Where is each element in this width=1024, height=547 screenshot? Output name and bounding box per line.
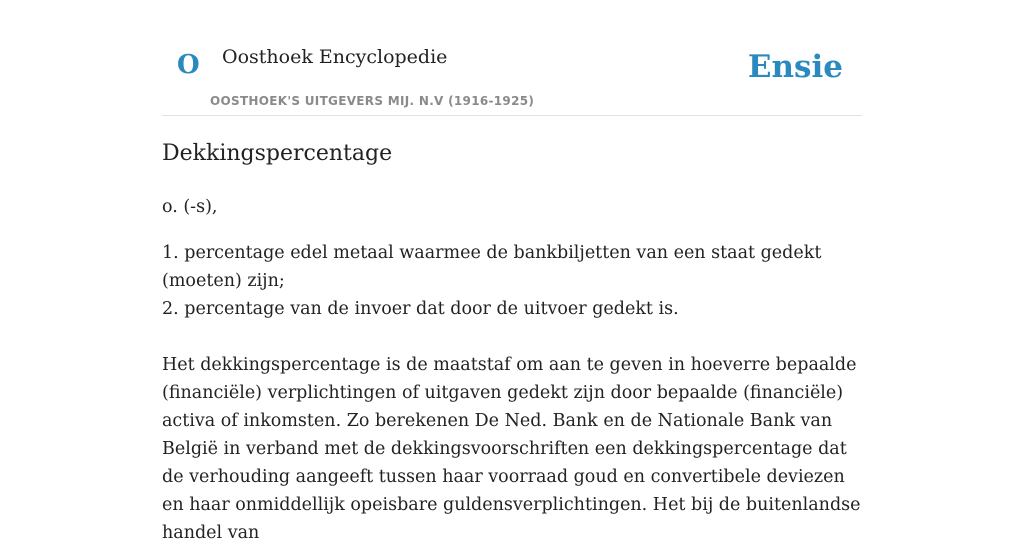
source-logo-letter[interactable]: O — [177, 50, 200, 80]
entry-grammar: o. (-s), — [162, 197, 218, 217]
definition-1: 1. percentage edel metaal waarmee de bankbiljetten van een staat gedekt (moeten) zijn; — [162, 243, 822, 291]
source-title[interactable]: Oosthoek Encyclopedie — [222, 46, 448, 68]
source-header — [162, 0, 862, 116]
source-subtitle: OOSTHOEK'S UITGEVERS MIJ. N.V (1916-1925) — [210, 94, 535, 108]
definition-2: 2. percentage van de invoer dat door de uitvoer gedekt is. — [162, 299, 679, 319]
entry-body — [162, 239, 862, 547]
ensie-logo-link[interactable]: Ensie — [747, 49, 843, 85]
paragraph-spacer — [162, 323, 862, 351]
page — [162, 0, 862, 543]
entry-title: Dekkingspercentage — [162, 141, 393, 166]
entry-paragraph: Het dekkingspercentage is de maatstaf om aan te geven in hoeverre bepaalde (financiële) verplichtingen of uitgaven gedekt zijn door bepaalde (financiële) activa of inkomsten. Zo berekenen De Ned. Bank en de Nationale Bank van België in verband met de dekkingsvoorschriften een dekkingspercentage dat de verhouding aangeeft tussen haar voorraad goud en convertibele deviezen en haar onmiddellijk opeisbare guldensverplichtingen. Het bij de buitenlandse handel van — [162, 355, 861, 543]
